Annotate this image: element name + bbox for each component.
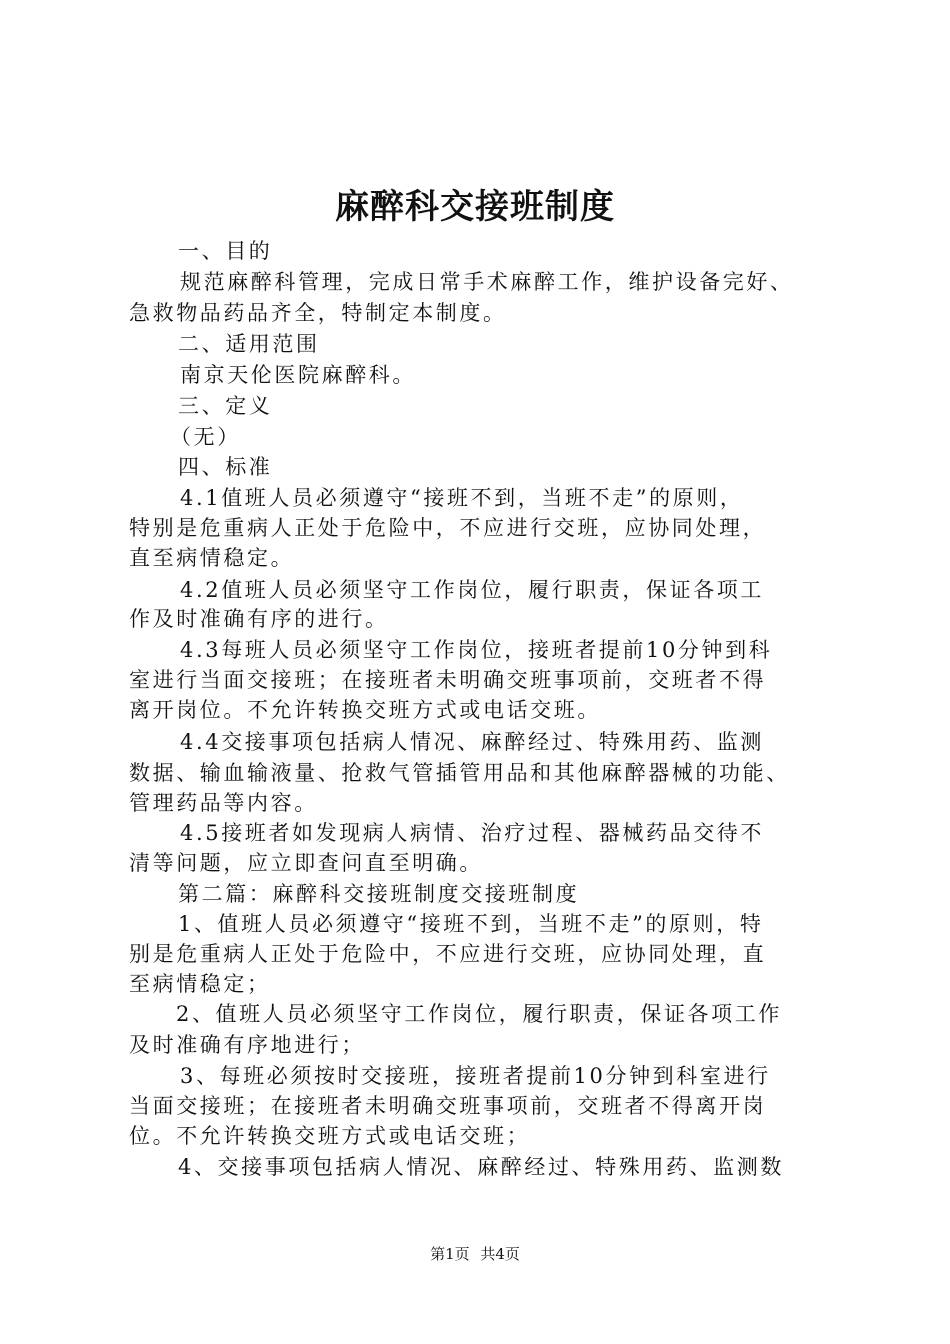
section-heading: 第二篇：麻醉科交接班制度交接班制度 <box>178 882 580 906</box>
paragraph-line: 南京天伦医院麻醉科。 <box>180 363 416 387</box>
paragraph-line: 作及时准确有序的进行。 <box>129 607 389 631</box>
paragraph-line: 当面交接班；在接班者未明确交班事项前，交班者不得离开岗 <box>129 1094 767 1118</box>
paragraph-line: 3、每班必须按时交接班，接班者提前10分钟到科室进行 <box>180 1064 771 1088</box>
paragraph-line: 规范麻醉科管理，完成日常手术麻醉工作，维护设备完好、 <box>180 270 794 294</box>
paragraph-line: 4.1值班人员必须遵守“接班不到，当班不走”的原则， <box>180 486 744 510</box>
paragraph-line: 特别是危重病人正处于危险中，不应进行交班，应协同处理， <box>129 516 767 540</box>
section-heading: 三、定义 <box>178 394 273 418</box>
paragraph-line: 至病情稳定； <box>129 972 271 996</box>
paragraph-line: 室进行当面交接班；在接班者未明确交班事项前，交班者不得 <box>129 668 767 692</box>
section-heading: 四、标准 <box>178 455 273 479</box>
paragraph-line: 直至病情稳定。 <box>129 546 295 570</box>
page-number: 第1页 <box>430 1245 470 1263</box>
document-title: 麻醉科交接班制度 <box>335 187 615 227</box>
paragraph-line: 及时准确有序地进行； <box>129 1033 365 1057</box>
paragraph-line: 2、值班人员必须坚守工作岗位，履行职责，保证各项工作 <box>176 1002 782 1026</box>
section-heading: 二、适用范围 <box>178 332 320 356</box>
paragraph-line: 清等问题，应立即查问直至明确。 <box>129 851 483 875</box>
section-heading: 一、目的 <box>178 239 273 263</box>
paragraph-line: 离开岗位。不允许转换交班方式或电话交班。 <box>129 698 601 722</box>
paragraph-line: 4.2值班人员必须坚守工作岗位，履行职责，保证各项工 <box>180 578 764 602</box>
paragraph-line: 别是危重病人正处于危险中，不应进行交班，应协同处理，直 <box>129 942 767 966</box>
paragraph-line: 数据、输血输液量、抢救气管插管用品和其他麻醉器械的功能、 <box>129 761 790 785</box>
paragraph-line: 1、值班人员必须遵守“接班不到，当班不走”的原则，特 <box>178 912 764 936</box>
page-footer <box>0 1243 950 1265</box>
paragraph-line: 4、交接事项包括病人情况、麻醉经过、特殊用药、监测数 <box>178 1155 784 1179</box>
paragraph-line: 4.4交接事项包括病人情况、麻醉经过、特殊用药、监测 <box>180 730 764 754</box>
page-total: 共4页 <box>480 1245 520 1263</box>
paragraph-line: 急救物品药品齐全，特制定本制度。 <box>129 301 507 325</box>
paragraph-line: 4.3每班人员必须坚守工作岗位，接班者提前10分钟到科 <box>180 638 773 662</box>
paragraph-line: 位。不允许转换交班方式或电话交班； <box>129 1124 531 1148</box>
paragraph-line: 4.5接班者如发现病人病情、治疗过程、器械药品交待不 <box>180 821 764 845</box>
paragraph-line: （无） <box>170 425 241 449</box>
paragraph-line: 管理药品等内容。 <box>129 791 318 815</box>
